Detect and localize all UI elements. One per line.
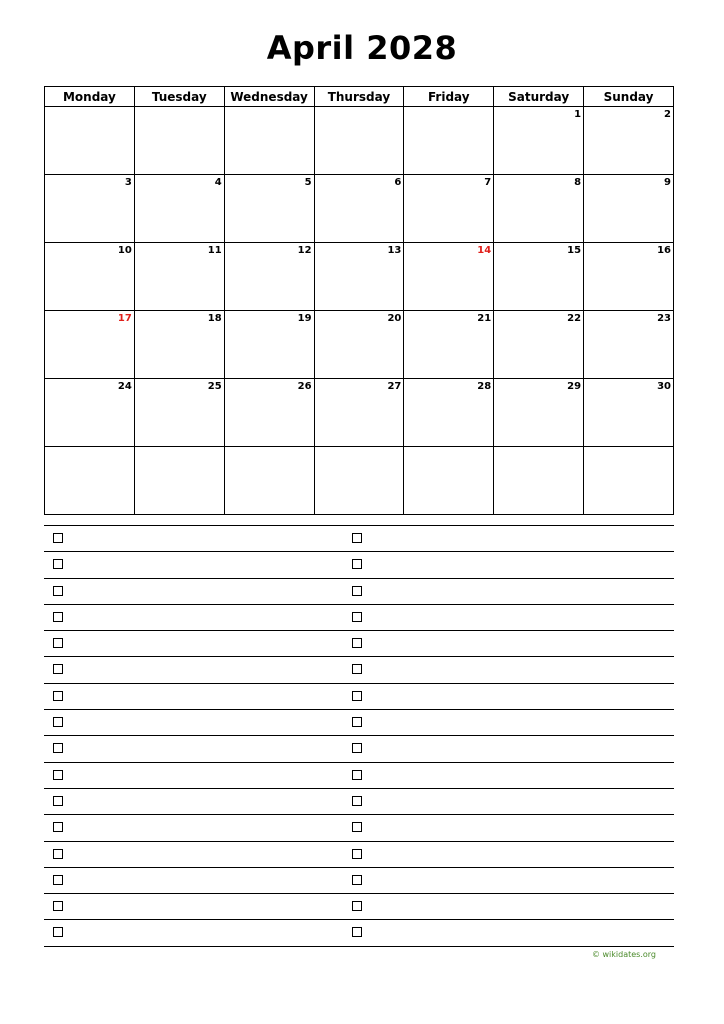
day-number: 30 xyxy=(657,381,671,392)
day-number: 14 xyxy=(477,245,492,256)
day-cell[interactable] xyxy=(224,175,314,243)
checkbox-icon[interactable] xyxy=(53,927,63,937)
todo-list xyxy=(44,525,674,947)
checkbox-icon[interactable] xyxy=(53,612,63,622)
todo-row xyxy=(44,814,674,840)
day-cell[interactable] xyxy=(584,107,674,175)
day-number: 29 xyxy=(567,381,582,392)
day-cell[interactable] xyxy=(314,107,404,175)
day-number: 24 xyxy=(117,381,132,392)
checkbox-icon[interactable] xyxy=(53,796,63,806)
day-number xyxy=(494,447,583,448)
day-cell[interactable] xyxy=(584,447,674,515)
day-cell[interactable] xyxy=(314,175,404,243)
checkbox-icon[interactable] xyxy=(352,743,362,753)
weekday-header: Sunday xyxy=(584,87,674,107)
day-cell[interactable] xyxy=(45,107,135,175)
weekday-header: Monday xyxy=(45,87,135,107)
checkbox-icon[interactable] xyxy=(53,717,63,727)
day-cell[interactable] xyxy=(494,379,584,447)
day-cell[interactable] xyxy=(134,447,224,515)
day-cell[interactable] xyxy=(134,107,224,175)
day-cell[interactable] xyxy=(134,175,224,243)
day-number: 4 xyxy=(214,177,222,188)
week-row xyxy=(45,311,674,379)
checkbox-icon[interactable] xyxy=(352,664,362,674)
todo-row xyxy=(44,656,674,682)
day-cell[interactable] xyxy=(584,243,674,311)
day-number xyxy=(315,447,404,448)
week-row xyxy=(45,379,674,447)
day-number: 28 xyxy=(477,381,492,392)
day-cell[interactable] xyxy=(584,311,674,379)
day-cell[interactable] xyxy=(494,243,584,311)
todo-row xyxy=(44,525,674,551)
day-number xyxy=(584,447,673,448)
day-number: 9 xyxy=(664,177,671,188)
day-cell[interactable] xyxy=(224,243,314,311)
checkbox-icon[interactable] xyxy=(53,664,63,674)
day-cell[interactable] xyxy=(45,243,135,311)
day-cell[interactable] xyxy=(224,447,314,515)
day-number xyxy=(225,447,314,448)
day-cell[interactable] xyxy=(224,107,314,175)
day-number xyxy=(315,107,404,108)
checkbox-icon[interactable] xyxy=(352,875,362,885)
day-number xyxy=(404,447,493,448)
day-cell[interactable] xyxy=(494,107,584,175)
todo-row xyxy=(44,841,674,867)
day-number: 21 xyxy=(477,313,492,324)
day-number xyxy=(45,107,134,108)
day-cell[interactable] xyxy=(45,379,135,447)
day-cell[interactable] xyxy=(404,243,494,311)
day-number xyxy=(135,447,224,448)
day-cell[interactable] xyxy=(494,447,584,515)
todo-row xyxy=(44,788,674,814)
day-number: 27 xyxy=(387,381,402,392)
checkbox-icon[interactable] xyxy=(352,901,362,911)
checkbox-icon[interactable] xyxy=(352,927,362,937)
todo-row xyxy=(44,762,674,788)
checkbox-icon[interactable] xyxy=(53,691,63,701)
checkbox-icon[interactable] xyxy=(53,875,63,885)
footer-credit: © wikidates.org xyxy=(591,950,656,959)
day-cell[interactable] xyxy=(224,311,314,379)
day-cell[interactable] xyxy=(584,175,674,243)
weekday-header: Tuesday xyxy=(134,87,224,107)
day-number: 17 xyxy=(117,313,132,324)
checkbox-icon[interactable] xyxy=(352,849,362,859)
checkbox-icon[interactable] xyxy=(352,533,362,543)
day-cell[interactable] xyxy=(134,311,224,379)
checkbox-icon[interactable] xyxy=(352,612,362,622)
day-number: 10 xyxy=(117,245,132,256)
week-row xyxy=(45,175,674,243)
day-cell[interactable] xyxy=(494,175,584,243)
day-cell[interactable] xyxy=(45,175,135,243)
checkbox-icon[interactable] xyxy=(53,849,63,859)
week-row xyxy=(45,243,674,311)
week-row xyxy=(45,447,674,515)
checkbox-icon[interactable] xyxy=(53,638,63,648)
checkbox-icon[interactable] xyxy=(352,586,362,596)
day-cell[interactable] xyxy=(404,175,494,243)
day-cell[interactable] xyxy=(314,243,404,311)
checkbox-icon[interactable] xyxy=(352,691,362,701)
day-number xyxy=(135,107,224,108)
week-row xyxy=(45,107,674,175)
day-number: 11 xyxy=(207,245,222,256)
day-number: 20 xyxy=(387,313,402,324)
weekday-header-row xyxy=(45,87,674,107)
checkbox-icon[interactable] xyxy=(53,533,63,543)
todo-row xyxy=(44,867,674,893)
day-cell[interactable] xyxy=(134,243,224,311)
todo-row xyxy=(44,893,674,919)
day-cell[interactable] xyxy=(134,379,224,447)
day-cell[interactable] xyxy=(45,311,135,379)
day-number xyxy=(45,447,134,448)
day-cell[interactable] xyxy=(224,379,314,447)
checkbox-icon[interactable] xyxy=(53,586,63,596)
checkbox-icon[interactable] xyxy=(53,770,63,780)
checkbox-icon[interactable] xyxy=(53,901,63,911)
day-cell[interactable] xyxy=(404,311,494,379)
day-number: 5 xyxy=(304,177,312,188)
checkbox-icon[interactable] xyxy=(53,559,63,569)
day-number: 3 xyxy=(124,177,132,188)
todo-row xyxy=(44,630,674,656)
day-number: 26 xyxy=(297,381,312,392)
todo-row xyxy=(44,683,674,709)
weekday-header: Saturday xyxy=(494,87,584,107)
weekday-header: Friday xyxy=(404,87,494,107)
day-cell[interactable] xyxy=(404,107,494,175)
day-number: 12 xyxy=(297,245,312,256)
day-number: 23 xyxy=(657,313,671,324)
todo-row xyxy=(44,578,674,604)
day-cell[interactable] xyxy=(45,447,135,515)
todo-row xyxy=(44,604,674,630)
day-number: 2 xyxy=(664,109,671,120)
day-number: 19 xyxy=(297,313,312,324)
checkbox-icon[interactable] xyxy=(53,822,63,832)
day-cell[interactable] xyxy=(314,447,404,515)
day-number: 25 xyxy=(207,381,222,392)
calendar-grid xyxy=(44,86,674,515)
day-number: 22 xyxy=(567,313,582,324)
day-number: 18 xyxy=(207,313,222,324)
day-number: 7 xyxy=(484,177,492,188)
day-number xyxy=(225,107,314,108)
checkbox-icon[interactable] xyxy=(352,559,362,569)
todo-row xyxy=(44,919,674,946)
todo-row xyxy=(44,709,674,735)
weekday-header: Thursday xyxy=(314,87,404,107)
day-number: 8 xyxy=(574,177,582,188)
day-number: 1 xyxy=(574,109,582,120)
todo-row xyxy=(44,551,674,577)
checkbox-icon[interactable] xyxy=(352,822,362,832)
day-number: 13 xyxy=(387,245,402,256)
day-cell[interactable] xyxy=(584,379,674,447)
checkbox-icon[interactable] xyxy=(352,638,362,648)
day-number: 6 xyxy=(394,177,402,188)
day-cell[interactable] xyxy=(494,311,584,379)
day-cell[interactable] xyxy=(404,447,494,515)
checkbox-icon[interactable] xyxy=(352,717,362,727)
day-cell[interactable] xyxy=(404,379,494,447)
day-number xyxy=(404,107,493,108)
day-number: 16 xyxy=(657,245,671,256)
day-number: 15 xyxy=(567,245,582,256)
todo-row xyxy=(44,735,674,761)
day-cell[interactable] xyxy=(314,311,404,379)
weekday-header: Wednesday xyxy=(224,87,314,107)
checkbox-icon[interactable] xyxy=(53,743,63,753)
page-title: April 2028 xyxy=(266,29,458,67)
checkbox-icon[interactable] xyxy=(352,796,362,806)
checkbox-icon[interactable] xyxy=(352,770,362,780)
day-cell[interactable] xyxy=(314,379,404,447)
